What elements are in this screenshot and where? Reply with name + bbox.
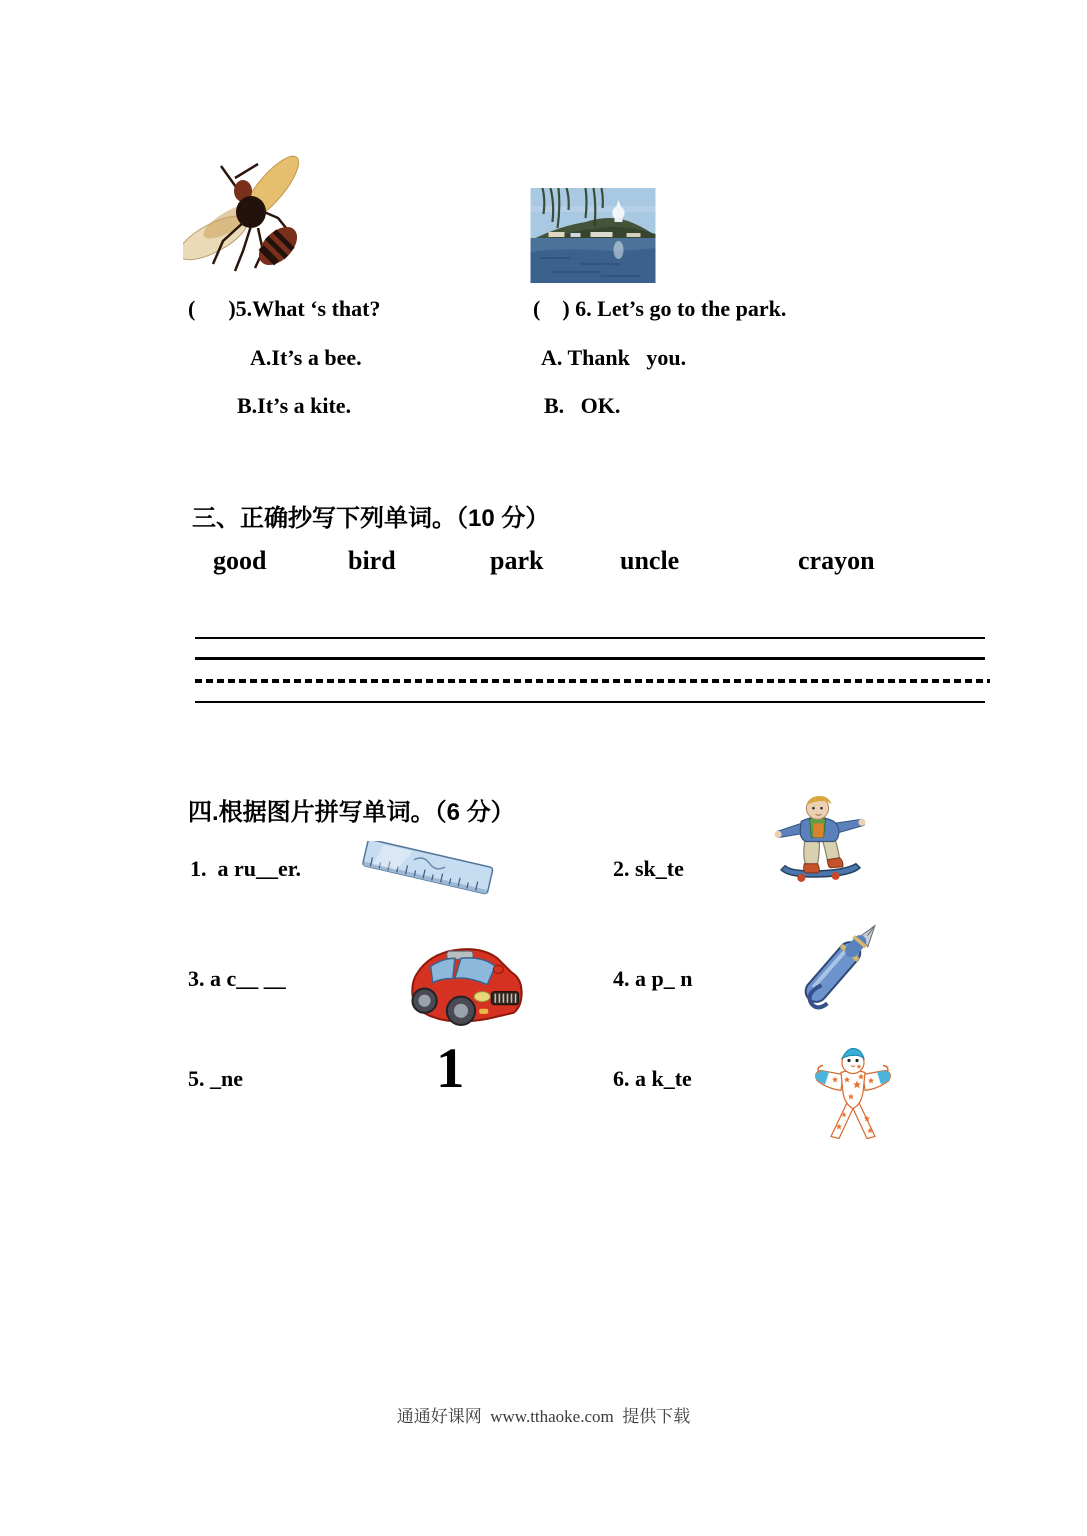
section-3-title: 三、正确抄写下列单词。（10 分） [192, 505, 550, 532]
question-5-option-b: B.It’s a kite. [237, 393, 352, 418]
skateboarding-boy-image [771, 793, 868, 886]
copy-word-uncle: uncle [620, 546, 680, 575]
handwriting-line-dashed [195, 679, 990, 683]
question-5-prompt: ( )5.What ‘s that? [188, 296, 381, 321]
copy-word-park: park [490, 546, 544, 575]
section-4-title: 四.根据图片拼写单词。（6 分） [188, 799, 515, 826]
ruler-image [357, 841, 499, 901]
handwriting-line-2 [195, 657, 985, 660]
question-6-option-b: B. OK. [544, 393, 621, 418]
handwriting-line-1 [195, 637, 985, 639]
spell-item-6-label: 6. a k_te [613, 1066, 692, 1091]
bee-photo [183, 146, 308, 284]
copy-word-crayon: crayon [798, 546, 875, 575]
footer-site-credit: 通通好课网 www.tthaoke.com 提供下载 [396, 1407, 691, 1426]
park-lake-pagoda-photo [530, 188, 656, 283]
doll-kite-image [809, 1046, 897, 1145]
question-6-option-a: A. Thank you. [541, 345, 687, 370]
fountain-pen-image [791, 922, 884, 1014]
red-car-image [402, 936, 526, 1029]
spell-item-3-label: 3. a c__ __ [188, 966, 286, 991]
spell-item-1-label: 1. a ru__er. [190, 856, 302, 881]
copy-word-good: good [213, 546, 267, 575]
handwriting-line-3 [195, 701, 985, 703]
spell-item-5-label: 5. _ne [188, 1066, 243, 1091]
spell-item-2-label: 2. sk_te [613, 856, 684, 881]
question-5-option-a: A.It’s a bee. [250, 345, 362, 370]
copy-word-bird: bird [348, 546, 396, 575]
numeral-one-image: 1 [436, 1037, 465, 1100]
question-6-prompt: ( ) 6. Let’s go to the park. [533, 296, 787, 321]
spell-item-4-label: 4. a p_ n [613, 966, 693, 991]
